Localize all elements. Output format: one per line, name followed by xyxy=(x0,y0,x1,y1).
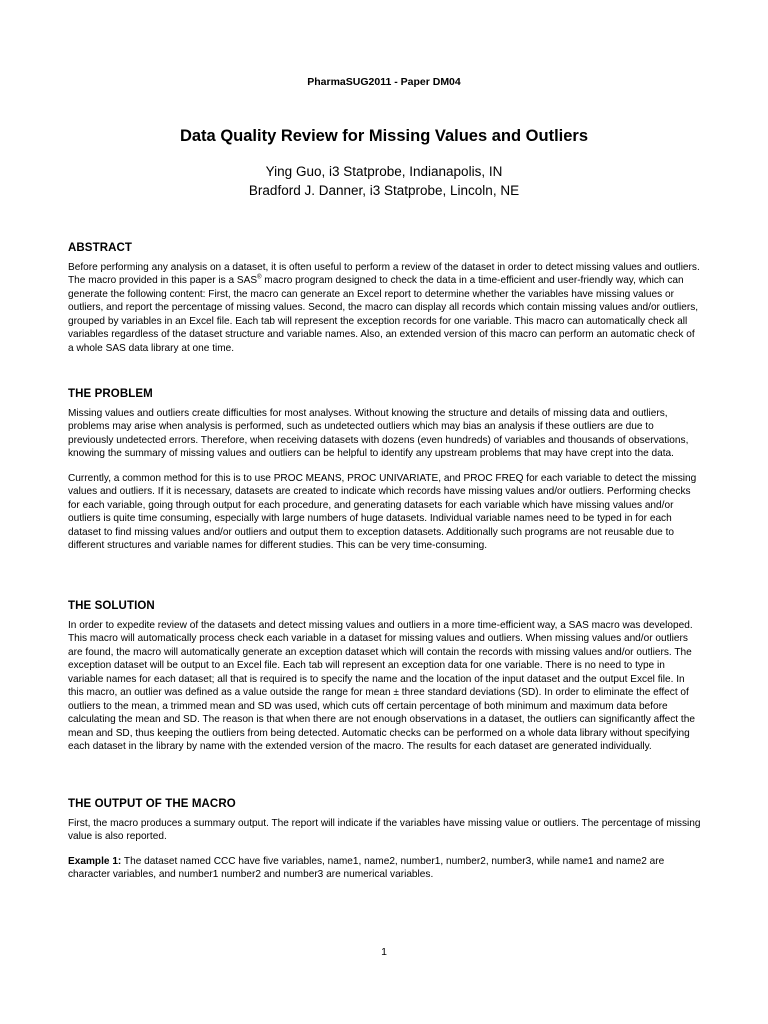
problem-paragraph: Missing values and outliers create difficulties for most analyses. Without knowing the structure and details of missing data and outliers, problems may arise when analysis is performed, such as undetected outliers which may bias an analysis if these outliers are due to previously undetected errors. Therefore, when receiving datasets with dozens (even hundreds) of variables and thousands of observations, knowing the summary of missing values and outliers can be helpful to identify any upstream problems that may have crept into the data. xyxy=(68,408,689,460)
author-line: Bradford J. Danner, i3 Statprobe, Lincoln, NE xyxy=(248,183,520,198)
example-paragraph xyxy=(68,855,701,882)
conference-paper-id: PharmaSUG2011 - Paper DM04 xyxy=(307,76,461,88)
problem-paragraph: Currently, a common method for this is to use PROC MEANS, PROC UNIVARIATE, and PROC FREQ for each variable to detect the missing values and outliers. If it is necessary, datasets are created to indicate which records have missing values and/or outliers. Performing checks for each variable, going through output for each procedure, and generating datasets for each variable which have missing values and/or outliers is quite time consuming, especially with large numbers of huge datasets. Individual variable names need to be typed in for each dataset to find missing values and/or outliers and output them to exception datasets. Additionally such programs are not reusable due to different structures and variable names for different studies. This can be very time-consuming. xyxy=(68,472,697,552)
abstract-section xyxy=(68,242,701,366)
section-heading: ABSTRACT xyxy=(68,242,133,254)
problem-section xyxy=(68,388,701,564)
registered-mark: ® xyxy=(257,275,262,282)
section-heading: THE PROBLEM xyxy=(68,388,153,400)
solution-section xyxy=(68,600,701,765)
section-heading: THE OUTPUT OF THE MACRO xyxy=(68,798,236,810)
example-text: The dataset named CCC have five variables, name1, name2, number1, number2, number3, while name1 and name2 are character variables, and number1 number2 and number3 are numerical variables. xyxy=(68,855,665,881)
example-label: Example 1: xyxy=(68,855,122,867)
output-paragraph: First, the macro produces a summary output. The report will indicate if the variables have missing value or outliers. The percentage of missing value is also reported. xyxy=(68,818,701,843)
output-section xyxy=(68,798,701,893)
author-line: Ying Guo, i3 Statprobe, Indianapolis, IN xyxy=(265,164,503,179)
paper-title: Data Quality Review for Missing Values and Outliers xyxy=(179,127,589,145)
section-heading: THE SOLUTION xyxy=(68,600,155,612)
abstract-text-part: macro program designed to check the data in a time-efficient and user-friendly way, which can generate the following content: First, the macro can generate an Excel report to determine whether the variables have missing values or outliers, and report the percentage of missing values. Second, the macro can display all records which contain missing values and/or outliers, grouped by variables in an Excel file. Each tab will represent the exception records for one variable. This macro can automatically check all variables regardless of the dataset structure and variable names. Also, an extended version of this macro can perform an automatic check of a whole SAS data library at one time. xyxy=(68,275,699,354)
page-number: 1 xyxy=(381,946,387,958)
abstract-paragraph xyxy=(68,261,701,355)
author-block xyxy=(0,162,768,200)
solution-paragraph: In order to expedite review of the datasets and detect missing values and outliers in a more time-efficient way, a SAS macro was developed. This macro will automatically process check each variable in a dataset for missing values and outliers. When missing values and/or outliers are found, the macro will automatically generate an exception dataset which will contain the records with missing values and/or outliers. The exception dataset will be output to an Excel file. Each tab will represent an exception data for one variable. There is no need to type in variable names for each dataset; all that is required is to specify the name and the location of the input dataset and the output Excel file. In this macro, an outlier was defined as a value outside the range for mean ± three standard deviations (SD). In order to eliminate the effect of outliers to the mean, a trimmed mean and SD was used, which cuts off certain percentage of both minimum and maximum data before calculating the mean and SD. The reason is that when there are not enough observations in a dataset, the outliers can significantly affect the mean and SD, thus keeping the outliers from being detected. Automatic checks can be performed on a whole data library without specifying each dataset in the library by name with the extended version of the macro. The results for each dataset are generated individually. xyxy=(68,620,695,753)
abstract-text-part: Before performing any analysis on a dataset, it is often useful to perform a review of the dataset in order to detect missing values and outliers. The macro provided in this paper is a SAS xyxy=(68,262,700,287)
